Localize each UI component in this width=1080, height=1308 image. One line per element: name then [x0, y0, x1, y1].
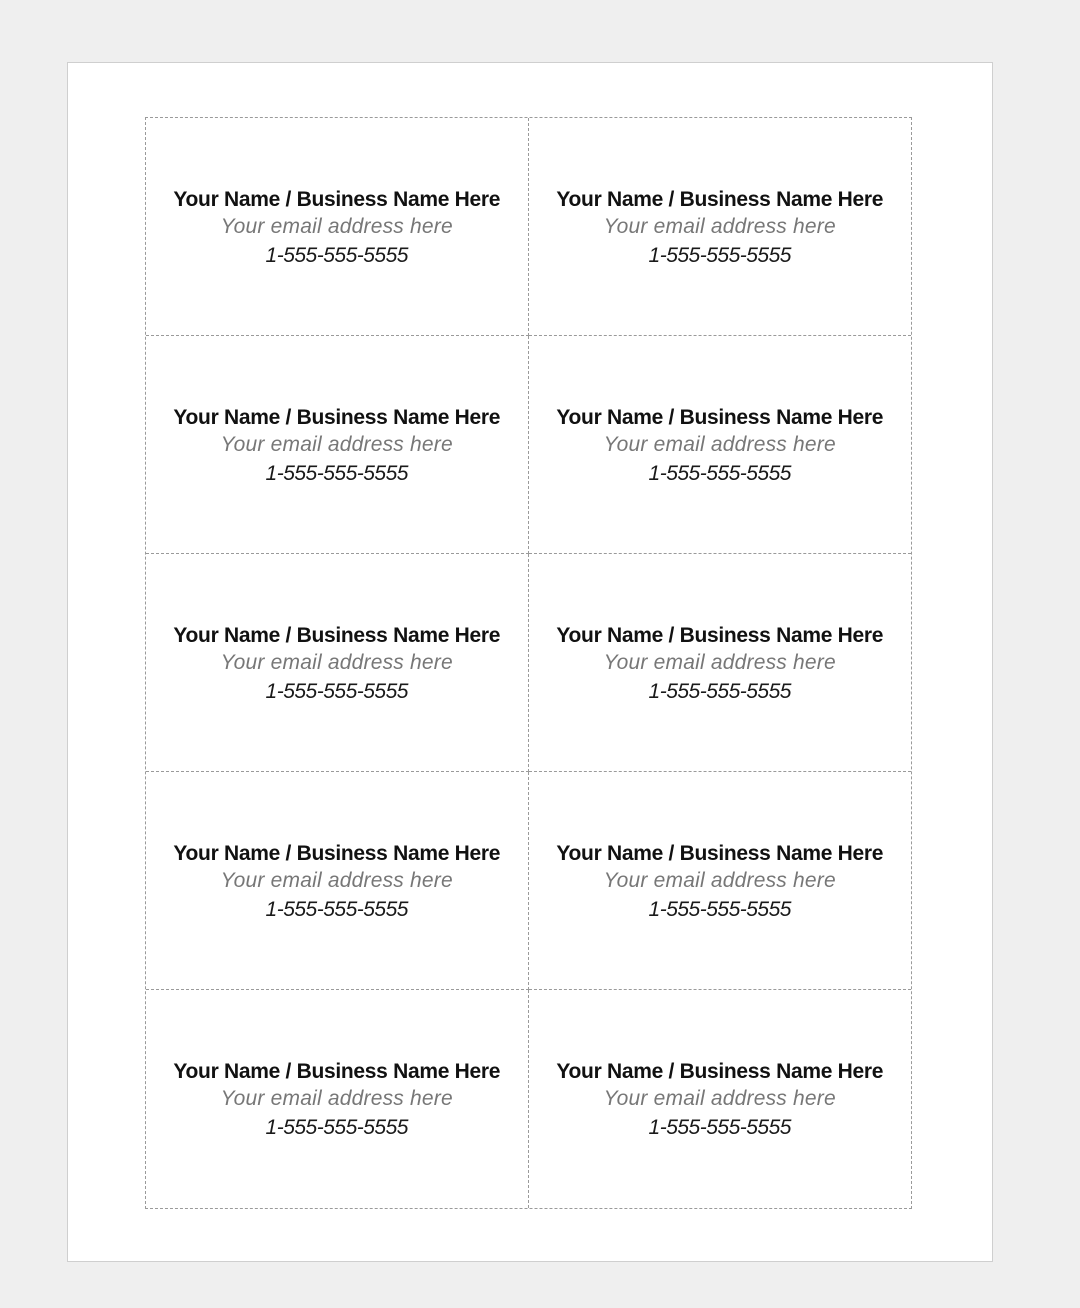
card-phone: 1-555-555-5555 — [648, 1116, 791, 1139]
card-phone: 1-555-555-5555 — [648, 898, 791, 921]
card-name: Your Name / Business Name Here — [173, 188, 501, 211]
business-card — [529, 772, 912, 990]
business-card — [146, 118, 529, 336]
card-email: Your email address here — [603, 651, 836, 674]
card-phone: 1-555-555-5555 — [265, 1116, 408, 1139]
card-name: Your Name / Business Name Here — [556, 406, 884, 429]
card-name: Your Name / Business Name Here — [173, 624, 501, 647]
business-card-sheet — [145, 117, 912, 1209]
card-name: Your Name / Business Name Here — [556, 842, 884, 865]
card-email: Your email address here — [603, 1087, 836, 1110]
card-email: Your email address here — [603, 869, 836, 892]
card-email: Your email address here — [603, 433, 836, 456]
business-card — [529, 118, 912, 336]
card-name: Your Name / Business Name Here — [556, 1060, 884, 1083]
card-email: Your email address here — [220, 215, 453, 238]
card-phone: 1-555-555-5555 — [648, 680, 791, 703]
card-name: Your Name / Business Name Here — [173, 1060, 501, 1083]
business-card — [146, 990, 529, 1208]
card-phone: 1-555-555-5555 — [648, 462, 791, 485]
card-name: Your Name / Business Name Here — [173, 406, 501, 429]
business-card — [529, 990, 912, 1208]
card-phone: 1-555-555-5555 — [265, 462, 408, 485]
business-card — [146, 554, 529, 772]
business-card — [529, 336, 912, 554]
card-phone: 1-555-555-5555 — [265, 898, 408, 921]
card-email: Your email address here — [220, 433, 453, 456]
business-card — [146, 336, 529, 554]
card-name: Your Name / Business Name Here — [556, 188, 884, 211]
card-phone: 1-555-555-5555 — [648, 244, 791, 267]
business-card — [529, 554, 912, 772]
card-email: Your email address here — [220, 651, 453, 674]
card-email: Your email address here — [220, 869, 453, 892]
card-name: Your Name / Business Name Here — [556, 624, 884, 647]
card-name: Your Name / Business Name Here — [173, 842, 501, 865]
card-phone: 1-555-555-5555 — [265, 244, 408, 267]
card-phone: 1-555-555-5555 — [265, 680, 408, 703]
card-email: Your email address here — [603, 215, 836, 238]
card-email: Your email address here — [220, 1087, 453, 1110]
business-card — [146, 772, 529, 990]
